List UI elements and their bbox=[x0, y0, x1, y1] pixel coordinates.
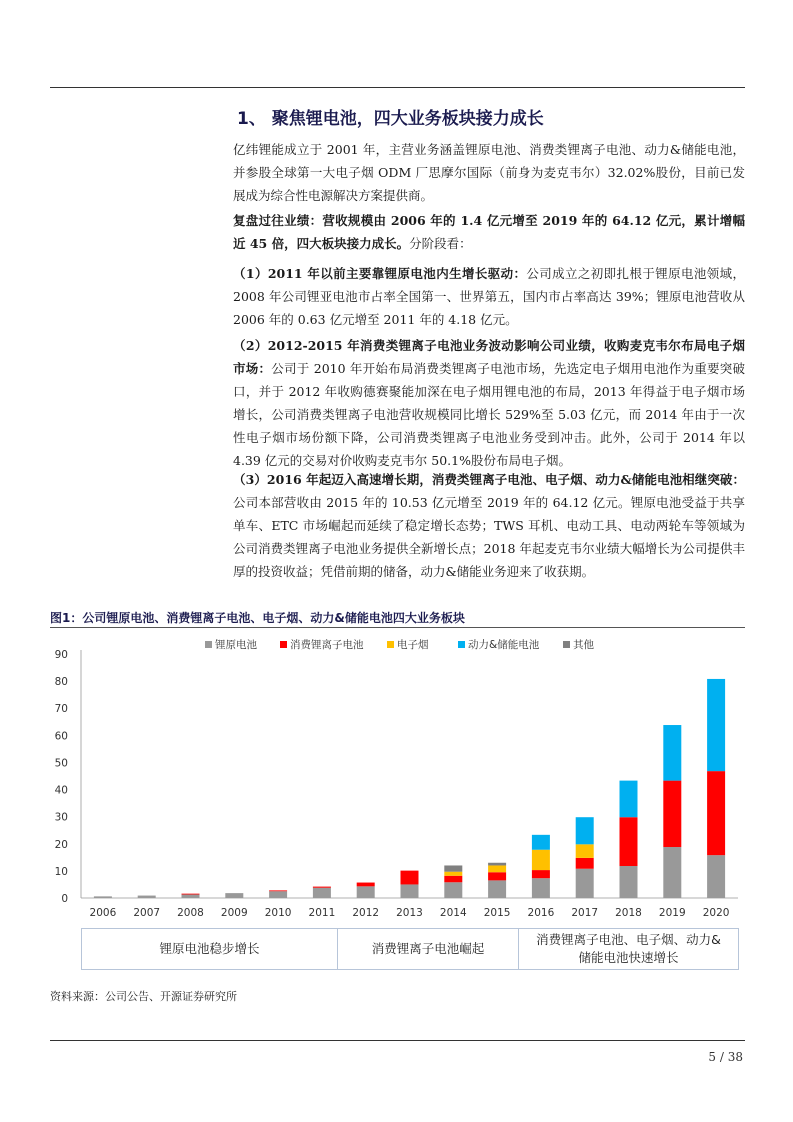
bar-2019-0 bbox=[663, 847, 681, 898]
stage1-heading: （1）2011 年以前主要靠锂原电池内生增长驱动： bbox=[233, 266, 527, 281]
bar-2014-0 bbox=[444, 882, 462, 898]
x-tick-label: 2019 bbox=[658, 907, 686, 919]
stage3-text: 公司本部营收由 2015 年的 10.53 亿元增至 2019 年的 64.12 亿元。锂原电池受益于共享单车、ETC 市场崛起而延续了稳定增长态势；TWS 耳机、电动工具、电动两轮车等领域为公司消费类锂离子电池业务提供全新增长点；2018 年起麦克韦尔业绩大幅增长为公司提供丰厚的投资收益；凭借前期的储备，动力&储能业务迎来了收获期。 bbox=[233, 495, 745, 579]
x-tick-label: 2006 bbox=[89, 907, 117, 919]
legend-label-0: 锂原电池 bbox=[215, 639, 257, 651]
bar-2013-0 bbox=[401, 884, 419, 898]
x-tick-label: 2011 bbox=[308, 907, 336, 919]
bar-2016-2 bbox=[532, 850, 550, 870]
legend-label-4: 其他 bbox=[573, 639, 594, 651]
stage2-text: 公司于 2010 年开始布局消费类锂离子电池市场，先选定电子烟用电池作为重要突破口，并于 2012 年收购德赛聚能加深在电子烟用锂电池的布局，2013 年得益于电子烟市场增长，公司消费类锂离子电池营收规模同比增长 529%至 5.03 亿元，而 2014 年由于一次性电子烟市场份额下降，公司消费类锂离子电池业务受到冲击。此外，公司于 2014 年以 4.39 亿元的交易对价收购麦克韦尔 50.1%股份布局电子烟。 bbox=[233, 361, 745, 468]
bar-2017-1 bbox=[576, 858, 594, 869]
x-axis bbox=[90, 907, 730, 919]
y-tick-label: 50 bbox=[54, 757, 68, 770]
bar-2013-1 bbox=[401, 871, 419, 885]
bars bbox=[94, 679, 725, 898]
figure-rule bbox=[50, 627, 745, 628]
source-note: 资料来源：公司公告、开源证券研究所 bbox=[50, 990, 237, 1003]
phase-3: 消费锂离子电池、电子烟、动力&储能电池快速增长 bbox=[518, 928, 739, 970]
bar-2017-2 bbox=[576, 844, 594, 858]
bar-2018-0 bbox=[620, 866, 638, 898]
bar-2020-1 bbox=[707, 771, 725, 855]
bar-2010-0 bbox=[269, 891, 287, 898]
stage2-heading: （2）2012-2015 年消费类锂离子电池业务波动影响公司业绩，收购麦克韦尔布局电子烟市场： bbox=[233, 338, 745, 376]
bar-2014-2 bbox=[444, 872, 462, 876]
footer-rule bbox=[50, 1040, 745, 1041]
legend-swatch-2 bbox=[387, 641, 394, 648]
y-tick-label: 10 bbox=[54, 865, 68, 878]
bar-2009-0 bbox=[225, 893, 243, 898]
bar-2017-0 bbox=[576, 869, 594, 898]
x-tick-label: 2007 bbox=[133, 907, 161, 919]
legend-swatch-0 bbox=[205, 641, 212, 648]
section-title: 1、 聚焦锂电池，四大业务板块接力成长 bbox=[237, 109, 544, 129]
bar-2015-2 bbox=[488, 865, 506, 872]
bar-2018-3 bbox=[620, 781, 638, 818]
stage2-paragraph bbox=[233, 334, 745, 472]
chart-legend bbox=[205, 638, 594, 651]
figure-title: 图1：公司锂原电池、消费锂离子电池、电子烟、动力&储能电池四大业务板块 bbox=[50, 611, 465, 625]
bar-2011-0 bbox=[313, 888, 331, 898]
bar-2007-0 bbox=[138, 896, 156, 898]
bar-2014-4 bbox=[444, 865, 462, 871]
x-tick-label: 2008 bbox=[177, 907, 204, 919]
x-tick-label: 2013 bbox=[396, 907, 423, 919]
x-tick-label: 2010 bbox=[264, 907, 292, 919]
legend-label-3: 动力&储能电池 bbox=[468, 639, 540, 651]
bar-2012-1 bbox=[357, 883, 375, 887]
x-tick-label: 2018 bbox=[615, 907, 642, 919]
bar-2019-3 bbox=[663, 725, 681, 781]
y-tick-label: 30 bbox=[54, 811, 68, 824]
legend-swatch-3 bbox=[458, 641, 465, 648]
y-tick-label: 60 bbox=[54, 730, 68, 743]
bar-2016-1 bbox=[532, 870, 550, 878]
review-paragraph bbox=[233, 209, 745, 255]
review-bold: 复盘过往业绩：营收规模由 2006 年的 1.4 亿元增至 2019 年的 64.12 亿元，累计增幅近 45 倍，四大板块接力成长。 bbox=[233, 213, 745, 251]
x-tick-label: 2015 bbox=[483, 907, 511, 919]
bar-2008-0 bbox=[182, 894, 200, 898]
x-tick-label: 2020 bbox=[702, 907, 730, 919]
x-tick-label: 2012 bbox=[352, 907, 380, 919]
y-tick-label: 90 bbox=[54, 649, 68, 661]
y-tick-label: 40 bbox=[54, 784, 68, 797]
bar-2015-1 bbox=[488, 872, 506, 880]
intro-paragraph: 亿纬锂能成立于 2001 年，主营业务涵盖锂原电池、消费类锂离子电池、动力&储能电池，并参股全球第一大电子烟 ODM 厂思摩尔国际（前身为麦克韦尔）32.02%股份，目前已发展成为综合性电源解决方案提供商。 bbox=[233, 142, 745, 203]
bar-2010-1 bbox=[269, 890, 287, 891]
bar-2019-1 bbox=[663, 781, 681, 847]
bar-2011-1 bbox=[313, 887, 331, 888]
bar-2015-0 bbox=[488, 880, 506, 898]
phase-1: 锂原电池稳步增长 bbox=[81, 928, 338, 970]
review-tail: 分阶段看： bbox=[409, 236, 472, 251]
x-tick-label: 2017 bbox=[571, 907, 599, 919]
bar-2016-0 bbox=[532, 878, 550, 898]
bar-2017-3 bbox=[576, 817, 594, 844]
bar-2015-4 bbox=[488, 863, 506, 866]
y-tick-label: 0 bbox=[61, 893, 68, 905]
x-tick-label: 2009 bbox=[220, 907, 248, 919]
y-tick-label: 80 bbox=[54, 676, 68, 689]
bar-2018-1 bbox=[620, 817, 638, 866]
y-tick-label: 20 bbox=[54, 838, 68, 851]
bar-2016-3 bbox=[532, 835, 550, 850]
stage1-text: 公司成立之初即扎根于锂原电池领域，2008 年公司锂亚电池市占率全国第一、世界第五，国内市占率高达 39%；锂原电池营收从 2006 年的 0.63 亿元增至 2011 年的 4.18 亿元。 bbox=[233, 266, 745, 327]
page-number: 5 / 38 bbox=[708, 1050, 743, 1064]
bar-2020-3 bbox=[707, 679, 725, 771]
revenue-stacked-bar-chart bbox=[50, 630, 745, 930]
bar-2020-0 bbox=[707, 855, 725, 898]
legend-label-1: 消费锂离子电池 bbox=[290, 639, 364, 651]
stage1-paragraph bbox=[233, 262, 745, 331]
header-rule bbox=[50, 87, 745, 88]
bar-2008-1 bbox=[182, 894, 200, 895]
x-tick-label: 2014 bbox=[439, 907, 467, 919]
stage3-paragraph bbox=[233, 468, 745, 583]
y-tick-label: 70 bbox=[54, 703, 68, 716]
x-tick-label: 2016 bbox=[527, 907, 555, 919]
bar-2006-0 bbox=[94, 896, 112, 898]
legend-swatch-1 bbox=[280, 641, 287, 648]
legend-label-2: 电子烟 bbox=[397, 639, 429, 651]
phase-2: 消费锂离子电池崛起 bbox=[337, 928, 519, 970]
legend-swatch-4 bbox=[563, 641, 570, 648]
bar-2014-1 bbox=[444, 876, 462, 883]
stage3-heading: （3）2016 年起迈入高速增长期，消费类锂离子电池、电子烟、动力&储能电池相继突破： bbox=[233, 472, 745, 487]
bar-2012-0 bbox=[357, 886, 375, 898]
